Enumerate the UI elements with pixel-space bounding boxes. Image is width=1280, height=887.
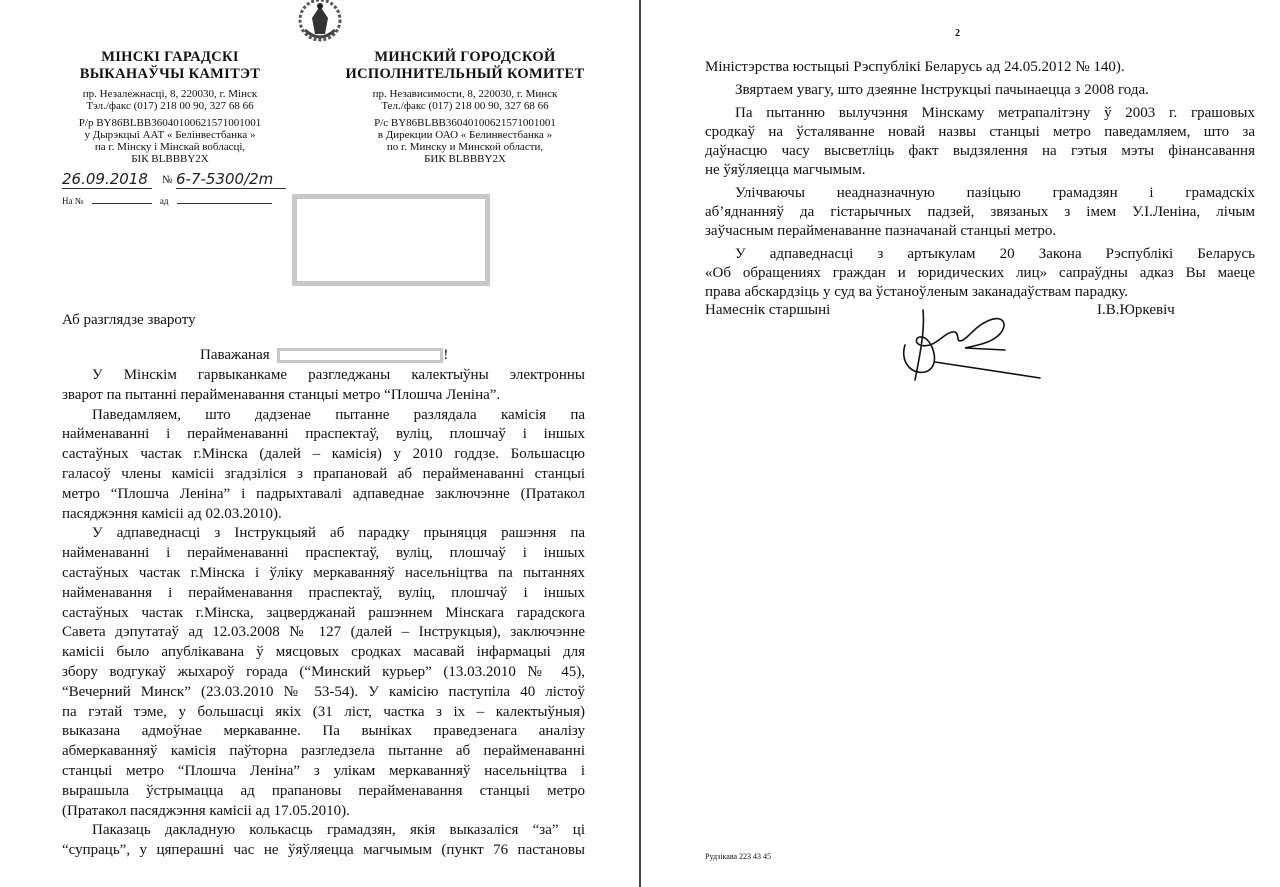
reply-to-line [62,196,272,206]
paragraph [62,366,585,406]
paragraph [705,245,1255,302]
text-line: састаўных частак г.Мінска (далей – камісія) у 2010 годдзе. Большасцю [62,446,585,463]
header-left [45,49,295,165]
text-line: даўнасцю часу высветліць факт выдзялення на гэтыя мэты фінансавання [705,143,1255,159]
text-line: састаўных частак г.Мінска і ўліку меркаванняў насельніцтва па пытаннях [62,564,585,581]
salutation-end: ! [443,347,449,363]
text-line: найменаванні і перайменаванні праспектаў, вуліц, плошчаў і іншых [62,426,585,443]
text-line: збору водгукаў жыхароў горада (“Минский курьер” (13.03.2010 № 45), [62,663,585,680]
org-name-ru-line1: МИНСКИЙ ГОРОДСКОЙ [374,49,556,65]
signature-icon [895,300,1045,385]
text-line: састаўных частак г.Мінска, зацверджанай рашэннем Мінскага гарадскога [62,604,585,621]
text-line: У адпаведнасці з артыкулам 20 Закона Рэспублікі Беларусь [735,246,1255,262]
text-line: метро “Плошча Леніна” і падрыхтавалі адпаведнае заключэнне (Пратакол [62,485,585,502]
bank-name-ru: в Дирекции ОАО « Белинвестбанка » [377,129,553,141]
page2-body [705,58,1255,306]
salutation-text: Паважаная [200,347,270,363]
org-name-by-line2: ВЫКАНАЎЧЫ КАМІТЭТ [79,66,261,82]
text-line: (Пратакол пасяджэння камісіі ад 17.05.2010). [62,802,350,819]
state-emblem-icon [295,0,345,46]
letter-number: 6-7-5300/2m [176,170,286,189]
text-line: заўчасным перайменаванне пазначанай станцыі метро. [705,223,1057,239]
text-line: пасяджэння камісіі ад 02.03.2010). [62,505,282,522]
redacted-name [277,348,443,363]
signer-title: Намеснік старшыні [705,302,831,318]
paragraph [62,524,585,821]
text-line: сродкаў на ўсталяванне новай назвы станцыі метро паведамляем, што за [705,124,1255,140]
executor-contact: Рудзікава 223 43 45 [705,852,772,861]
text-line: У Мінскім гарвыканкаме разгледжаны калектыўны электронны [92,367,585,383]
header-right [340,49,590,165]
bank-account-by: Р/р BY86BLBB36040100621571001001 [78,117,262,129]
reply-to-label: На № [62,196,84,206]
text-line: Паведамляем, што дадзенае пытанне разлядала камісія па [92,406,585,423]
text-line: абмеркаванняў камісія паўторна разгледзела пытанне аб перайменаванні [62,743,585,760]
phone-ru: Тел./факс (017) 218 00 90, 327 68 66 [381,100,549,112]
registration-line [62,170,302,192]
bank-bic-by: БІК BLBBBY2X [131,153,209,165]
bank-account-ru: Р/с BY86BLBB36040100621571001001 [374,117,556,129]
bank-region-ru: по г. Минску и Минской области, [386,141,544,153]
text-line: камісіі было апублікавана ў мясцовых сродках масавай інфармацыі для [62,644,585,661]
text-line: зварот па пытанні перайменавання станцыі метро “Плошча Леніна”. [62,386,501,403]
reply-from-label: ад [159,196,169,206]
text-line: Паказаць дакладную колькасць грамадзян, якія выказаліся “за” ці [92,822,585,839]
bank-bic-ru: БИК BLBBBY2X [424,153,506,165]
text-line: станцыі метро “Плошча Леніна” з улікам меркаванняў насельніцтва і [62,762,585,779]
text-line: Улічваючы неадназначную пазіцыю грамадзян і грамадскіх [735,185,1255,201]
bank-region-by: па г. Мінску і Мінскай вобласці, [94,141,246,153]
paragraph [705,104,1255,180]
paragraph [705,58,1255,77]
text-line: Міністэрства юстыцыі Рэспублікі Беларусь ад 24.05.2012 № 140). [705,59,1125,75]
text-line: права абскардзіць у суд ва ўстаноўленым заканадаўствам парадку. [705,284,1129,300]
letter-subject: Аб разглядзе звароту [62,312,196,328]
address-ru: пр. Независимости, 8, 220030, г. Минск [372,88,558,100]
text-line: галасоў члены камісіі згадзіліся з прапановай аб перайменаванні станцыі [62,465,585,482]
paragraph [62,821,585,861]
text-line: У адпаведнасці з Інструкцыяй аб парадку прыняцця рашэння па [92,525,585,542]
text-line: Па пытанню вылучэння Мінскаму метрапалітэну ў 2003 г. грашовых [735,105,1255,121]
text-line: аб’яднанняў да гістарычных падзей, звязаных з імем У.І.Леніна, лічым [705,204,1255,220]
org-name-ru-line2: ИСПОЛНИТЕЛЬНЫЙ КОМИТЕТ [345,66,585,82]
text-line: “супраць”, у цяперашні час не ўяўляецца магчымым (пункт 76 пастановы [62,842,585,859]
signer-name: І.В.Юркевіч [1097,302,1175,318]
org-name-by-line1: МІНСКІ ГАРАДСКІ [101,49,239,65]
page1-body [62,366,585,861]
paragraph [62,406,585,525]
paragraph [705,81,1255,100]
page-divider [639,0,641,887]
bank-name-by: у Дырэкцыі ААТ « Белінвестбанка » [84,129,256,141]
text-line: Звяртаем увагу, што дзеянне Інструкцыі пачынаецца з 2008 года. [735,82,1149,98]
redacted-address-box [292,194,490,286]
number-label: № [162,174,173,186]
text-line: выказана адмоўнае меркаванне. Па выніках праведзенага аналізу [62,723,585,740]
text-line: не ўяўляецца магчымым. [705,162,866,178]
text-line: па гэтай тэме, у большасці якіх (31 ліст, частка з іх – калектыўныя) [62,703,585,720]
text-line: вырашыла ўстрымацца ад прапановы перайменавання станцыі метро [62,782,585,799]
text-line: Савета дэпутатаў ад 12.03.2008 № 127 (далей – Інструкцыя), заключэнне [62,624,585,641]
salutation [200,347,448,364]
letter-date: 26.09.2018 [62,170,152,189]
address-by: пр. Незалежнасці, 8, 220030, г. Мінск [82,88,258,100]
text-line: найменавання і перайменавання праспектаў, вуліц, плошчаў і іншых [62,584,585,601]
page-number: 2 [955,28,960,39]
paragraph [705,184,1255,241]
phone-by: Тэл./факс (017) 218 00 90, 327 68 66 [86,100,254,112]
text-line: найменаванні і перайменаванні праспектаў, вуліц, плошчаў і іншых [62,545,585,562]
text-line: «Об обращениях граждан и юридических лиц» сапраўдны адказ Вы маеце [705,265,1255,281]
text-line: “Вечерний Минск” (23.03.2010 № 53-54). У камісію паступіла 40 лістоў [62,683,585,700]
